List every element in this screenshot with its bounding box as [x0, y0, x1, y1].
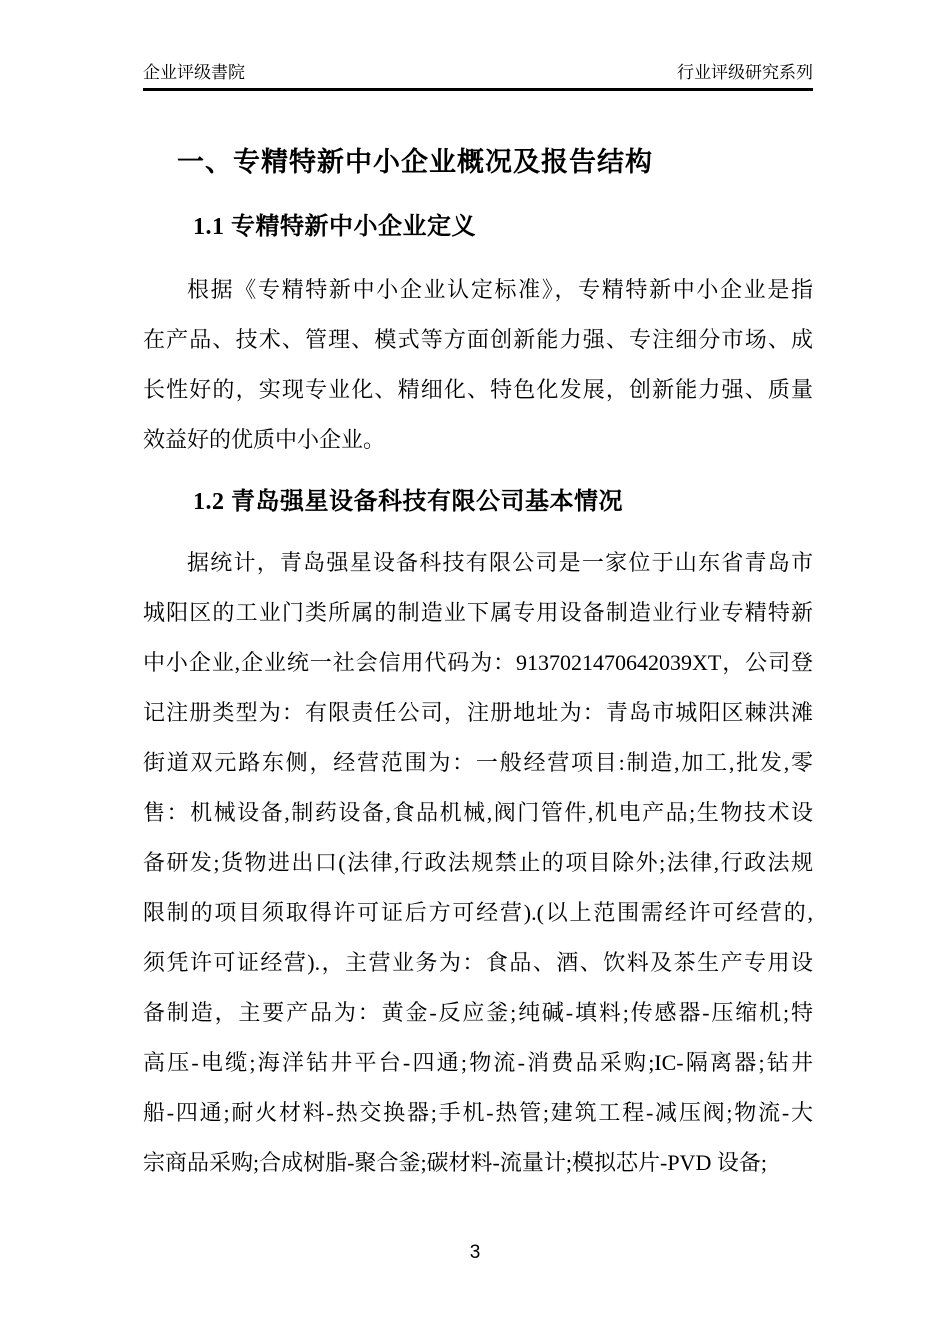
text-line: 在产品、技术、管理、模式等方面创新能力强、专注细分市场、成 — [143, 327, 813, 352]
text-line: 记注册类型为：有限责任公司，注册地址为：青岛市城阳区棘洪滩 — [143, 700, 813, 725]
paragraph-definition — [143, 265, 813, 465]
paragraph-company-info — [143, 538, 813, 1188]
page-number: 3 — [469, 1242, 481, 1263]
section-heading-1-1: 1.1 专精特新中小企业定义 — [193, 214, 476, 240]
text-line: 宗商品采购;合成树脂-聚合釜;碳材料-流量计;模拟芯片-PVD 设备; — [143, 1150, 767, 1175]
header-rule — [143, 88, 813, 91]
text-line: 街道双元路东侧，经营范围为：一般经营项目:制造,加工,批发,零 — [143, 750, 813, 775]
text-line: 船-四通;耐火材料-热交换器;手机-热管;建筑工程-减压阀;物流-大 — [143, 1100, 813, 1125]
text-line: 根据《专精特新中小企业认定标准》，专精特新中小企业是指 — [187, 277, 813, 302]
text-line: 备制造，主要产品为：黄金-反应釜;纯碱-填料;传感器-压缩机;特 — [143, 1000, 813, 1025]
header-left-text: 企业评级書院 — [143, 63, 245, 82]
text-line: 中小企业,企业统一社会信用代码为：9137021470642039XT，公司登 — [143, 650, 813, 675]
text-line: 长性好的，实现专业化、精细化、特色化发展，创新能力强、质量 — [143, 377, 813, 402]
text-line: 备研发;货物进出口(法律,行政法规禁止的项目除外;法律,行政法规 — [143, 850, 813, 875]
page-footer — [0, 1243, 950, 1263]
chapter-title: 一、专精特新中小企业概况及报告结构 — [177, 147, 653, 177]
text-line: 城阳区的工业门类所属的制造业下属专用设备制造业行业专精特新 — [143, 600, 813, 625]
text-line: 售：机械设备,制药设备,食品机械,阀门管件,机电产品;生物技术设 — [143, 800, 813, 825]
text-line: 须凭许可证经营).，主营业务为：食品、酒、饮料及茶生产专用设 — [143, 950, 813, 975]
text-line: 高压-电缆;海洋钻井平台-四通;物流-消费品采购;IC-隔离器;钻井 — [143, 1050, 813, 1075]
text-line: 效益好的优质中小企业。 — [143, 427, 386, 452]
header-right-text: 行业评级研究系列 — [677, 63, 813, 82]
text-line: 据统计，青岛强星设备科技有限公司是一家位于山东省青岛市 — [187, 550, 813, 575]
section-heading-1-2: 1.2 青岛强星设备科技有限公司基本情况 — [193, 489, 623, 515]
page-header — [143, 62, 813, 84]
document-page — [143, 62, 813, 1188]
text-line: 限制的项目须取得许可证后方可经营).(以上范围需经许可经营的, — [143, 900, 813, 925]
